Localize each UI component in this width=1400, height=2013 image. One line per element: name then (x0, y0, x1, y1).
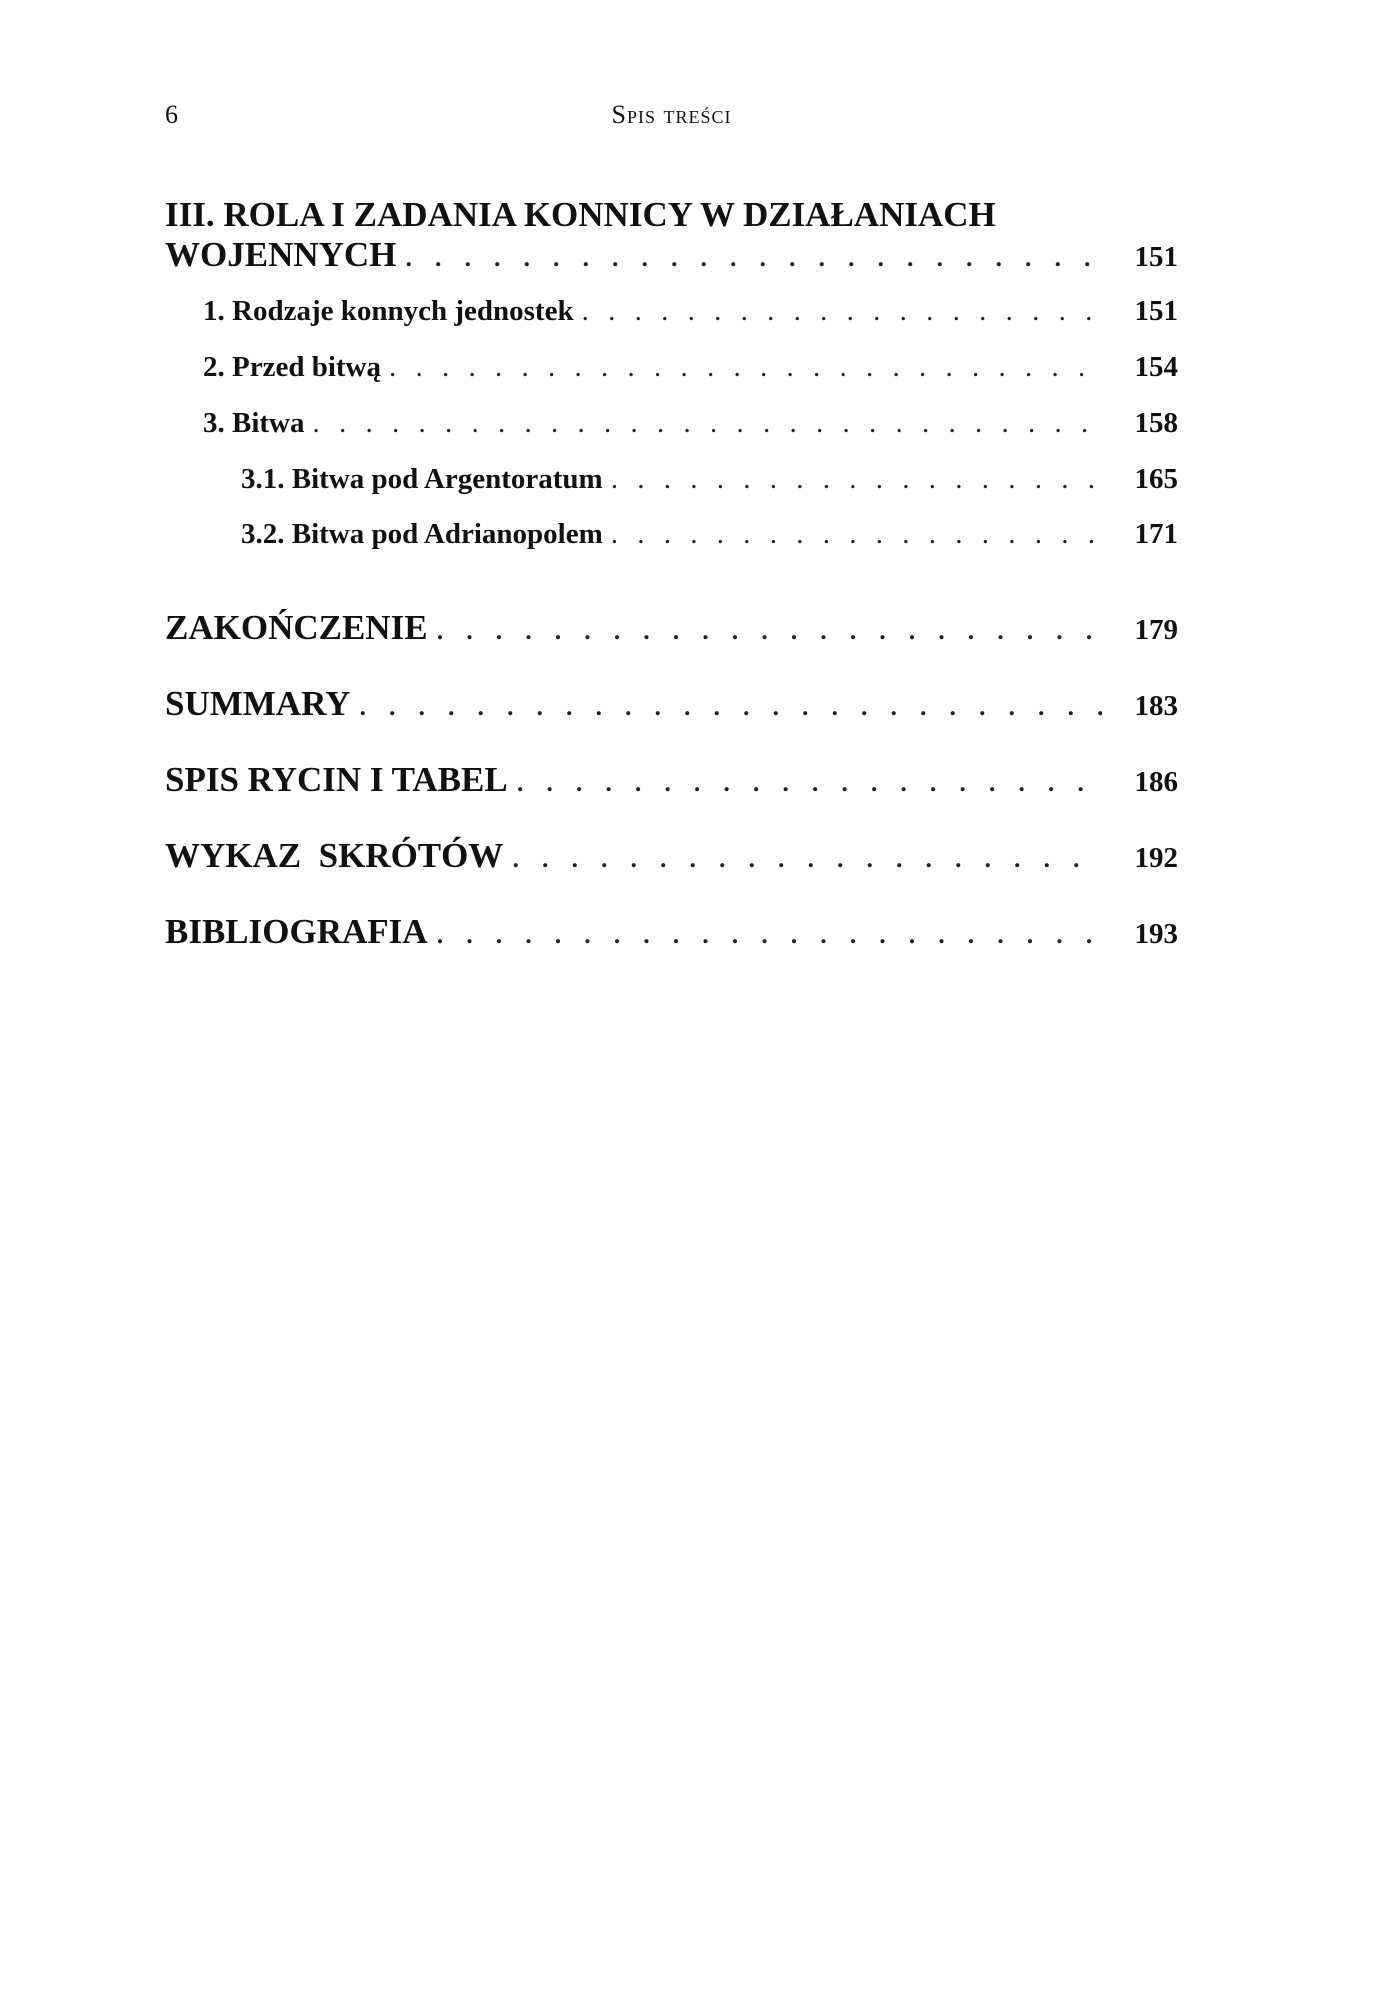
page-number: 6 (165, 100, 178, 129)
section-title: 2. Przed bitwą (203, 351, 381, 383)
entry-title: BIBLIOGRAFIA (165, 912, 428, 951)
dot-leader (436, 912, 1102, 952)
dot-leader (389, 351, 1102, 384)
toc-entry-line (203, 351, 1178, 384)
toc-entry-zakonczenie (165, 608, 1178, 648)
section-page-number: 151 (1134, 295, 1178, 327)
dot-leader (436, 608, 1102, 648)
entry-title: SPIS RYCIN I TABEL (165, 760, 508, 799)
section-title: 3. Bitwa (203, 407, 305, 439)
dot-leader (313, 407, 1103, 440)
section-page-number: 154 (1134, 351, 1178, 383)
dot-leader (611, 463, 1102, 496)
entry-page-number: 192 (1134, 842, 1178, 874)
dot-leader (511, 836, 1102, 876)
toc-entry-line (165, 912, 1178, 952)
dot-leader (358, 684, 1102, 724)
toc-entry-spis-rycin (165, 760, 1178, 800)
toc-subsection-3-1 (165, 463, 1178, 496)
dot-leader (516, 760, 1102, 800)
toc-entry-line (203, 295, 1178, 328)
section-page-number: 158 (1134, 407, 1178, 439)
entry-title: WYKAZ SKRÓTÓW (165, 836, 504, 875)
dot-leader (582, 295, 1102, 328)
toc-section-3 (165, 407, 1178, 440)
running-head (165, 100, 1178, 140)
chapter-page-number: 151 (1134, 241, 1178, 273)
subsection-page-number: 171 (1134, 518, 1178, 550)
entry-page-number: 183 (1134, 690, 1178, 722)
toc-entry-line (165, 836, 1178, 876)
chapter-title-line1: III. ROLA I ZADANIA KONNICY W DZIAŁANIACH (165, 195, 996, 234)
subsection-title: 3.2. Bitwa pod Adrianopolem (241, 518, 603, 550)
toc-section-1 (165, 295, 1178, 328)
entry-page-number: 179 (1134, 614, 1178, 646)
toc-section-2 (165, 351, 1178, 384)
toc-entry-line (165, 684, 1178, 724)
toc-entry-line (203, 407, 1178, 440)
entry-title: SUMMARY (165, 684, 351, 723)
toc-entry-line (165, 608, 1178, 648)
toc-entry-line (165, 235, 1178, 277)
dot-leader (404, 235, 1102, 275)
subsection-page-number: 165 (1134, 463, 1178, 495)
chapter-title-line2: WOJENNYCH (165, 235, 397, 274)
entry-page-number: 193 (1134, 918, 1178, 950)
toc-entry-line (241, 518, 1178, 551)
entry-title: ZAKOŃCZENIE (165, 608, 428, 647)
toc-chapter-3 (165, 195, 1178, 277)
section-title: 1. Rodzaje konnych jednostek (203, 295, 574, 327)
entry-page-number: 186 (1134, 766, 1178, 798)
dot-leader (611, 518, 1102, 551)
toc-entry-line (241, 463, 1178, 496)
running-title: Spis treści (611, 100, 732, 129)
toc-entry-summary (165, 684, 1178, 724)
toc-entry-wykaz-skrotow (165, 836, 1178, 876)
subsection-title: 3.1. Bitwa pod Argentoratum (241, 463, 603, 495)
toc-subsection-3-2 (165, 518, 1178, 551)
toc-entry-bibliografia (165, 912, 1178, 952)
toc-entry-line (165, 760, 1178, 800)
